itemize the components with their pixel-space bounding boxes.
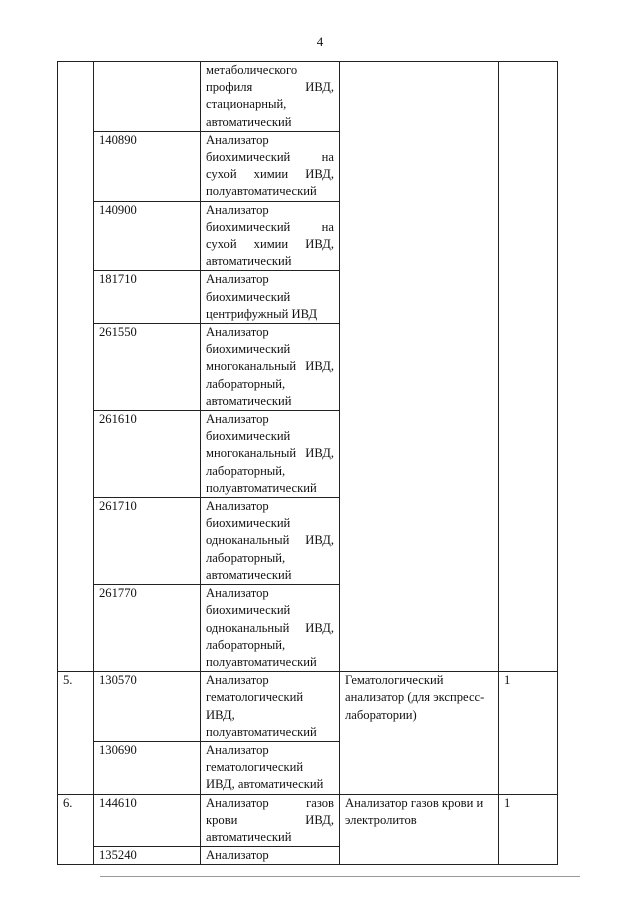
code-cell: 261550	[94, 324, 201, 411]
name-cell: Анализатор гематологический ИВД, автоматический	[201, 741, 340, 794]
quantity-cell	[499, 62, 558, 672]
name-cell: Анализатор биохимический одноканальный ИВД, лабораторный, автоматический	[201, 498, 340, 585]
name-cell: Анализатор биохимический на сухой химии ИВД, полуавтоматический	[201, 131, 340, 201]
code-cell: 130570	[94, 672, 201, 742]
table-row	[58, 672, 558, 742]
name-cell: Анализатор биохимический одноканальный ИВД, лабораторный, полуавтоматический	[201, 585, 340, 672]
code-cell	[94, 62, 201, 132]
name-cell: Анализатор газов крови ИВД, автоматический	[201, 794, 340, 847]
code-cell: 261710	[94, 498, 201, 585]
quantity-cell: 1	[499, 672, 558, 794]
equipment-table	[57, 61, 558, 865]
code-cell: 140890	[94, 131, 201, 201]
page-number: 4	[316, 34, 324, 49]
device-cell	[340, 62, 499, 672]
name-cell: метаболического профиля ИВД, стационарный, автоматический	[201, 62, 340, 132]
name-cell: Анализатор биохимический центрифужный ИВД	[201, 271, 340, 324]
table-row	[58, 62, 558, 132]
name-cell: Анализатор	[201, 847, 340, 865]
name-cell: Анализатор гематологический ИВД, полуавтоматический	[201, 672, 340, 742]
name-cell: Анализатор биохимический на сухой химии ИВД, автоматический	[201, 201, 340, 271]
code-cell: 181710	[94, 271, 201, 324]
row-number-cell: 6.	[58, 794, 94, 865]
code-cell: 130690	[94, 741, 201, 794]
row-number-cell: 5.	[58, 672, 94, 794]
table-row	[58, 794, 558, 847]
code-cell: 135240	[94, 847, 201, 865]
row-number-cell	[58, 62, 94, 672]
device-cell: Анализатор газов крови и электролитов	[340, 794, 499, 865]
name-cell: Анализатор биохимический многоканальный ИВД, лабораторный, полуавтоматический	[201, 411, 340, 498]
device-cell: Гематологический анализатор (для экспресс-лаборатории)	[340, 672, 499, 794]
name-cell: Анализатор биохимический многоканальный ИВД, лабораторный, автоматический	[201, 324, 340, 411]
quantity-cell: 1	[499, 794, 558, 865]
code-cell: 144610	[94, 794, 201, 847]
code-cell: 261610	[94, 411, 201, 498]
bottom-divider	[100, 876, 580, 877]
code-cell: 140900	[94, 201, 201, 271]
code-cell: 261770	[94, 585, 201, 672]
